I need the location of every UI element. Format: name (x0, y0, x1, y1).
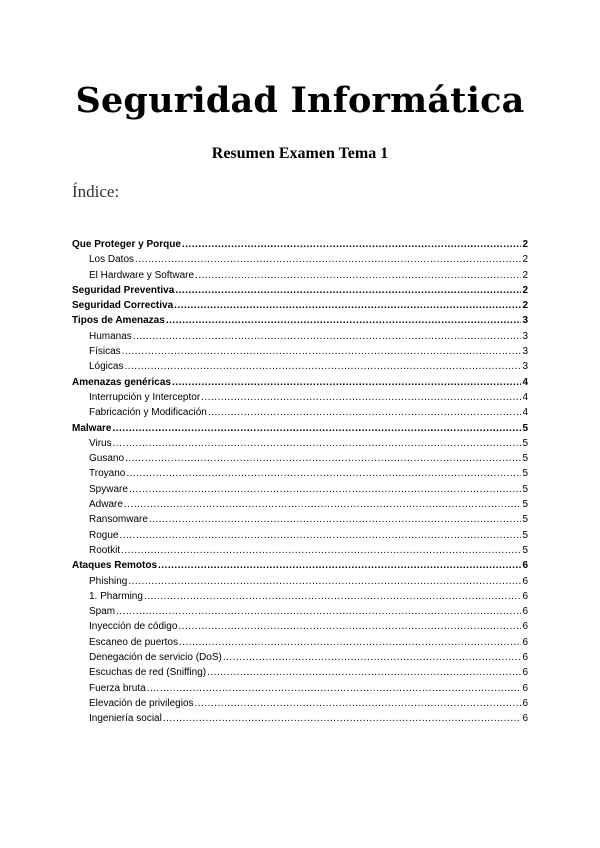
toc-dot-leader (175, 283, 521, 298)
toc-entry-label: Que Proteger y Porque (72, 239, 181, 250)
toc-entry-label: Malware (72, 422, 112, 434)
toc-entry-label: Rootkit (89, 544, 121, 556)
toc-dot-leader (163, 711, 522, 726)
toc-dot-leader (179, 635, 521, 650)
toc-entry-page: 5 (522, 422, 528, 434)
toc-dot-leader (182, 237, 522, 252)
toc-dot-leader (223, 650, 522, 665)
toc-entry-label: Los Datos (89, 254, 135, 266)
toc-dot-leader (129, 482, 522, 497)
toc-entry-label: Fabricación y Modificación (89, 407, 207, 419)
toc-dot-leader (195, 696, 522, 711)
toc-entry-page: 5 (522, 468, 528, 480)
toc-dot-leader (121, 543, 521, 558)
toc-entry-label: Escuchas de red (Sniffing) (89, 667, 207, 679)
toc-entry-page: 5 (522, 453, 528, 465)
toc-dot-leader (195, 268, 521, 283)
toc-entry-page: 6 (522, 590, 528, 602)
toc-entry-label: Spyware (89, 483, 128, 495)
toc-entry-page: 2 (522, 300, 528, 312)
toc-entry[interactable] (72, 390, 528, 405)
toc-entry-page: 6 (522, 667, 528, 679)
toc-dot-leader (119, 528, 521, 543)
toc-entry[interactable] (72, 298, 528, 313)
toc-entry[interactable] (72, 329, 528, 344)
toc-entry[interactable] (72, 252, 528, 267)
toc-entry[interactable] (72, 681, 528, 696)
toc-dot-leader (135, 252, 521, 267)
toc-entry-page: 2 (522, 239, 528, 250)
toc-entry[interactable] (72, 451, 528, 466)
toc-entry-label: Rogue (89, 529, 119, 541)
toc-entry-page: 6 (522, 636, 528, 648)
toc-entry[interactable] (72, 558, 528, 573)
toc-dot-leader (172, 375, 521, 390)
toc-dot-leader (149, 512, 522, 527)
toc-entry[interactable] (72, 604, 528, 619)
toc-entry-label: El Hardware y Software (89, 269, 195, 281)
toc-entry-page: 6 (522, 621, 528, 633)
toc-entry-page: 3 (522, 315, 528, 327)
toc-entry[interactable] (72, 283, 528, 298)
toc-dot-leader (133, 329, 522, 344)
toc-entry[interactable] (72, 375, 528, 390)
toc-entry-page: 6 (522, 713, 528, 725)
toc-entry-label: Ransomware (89, 514, 148, 526)
toc-entry-label: Phishing (89, 575, 128, 587)
toc-dot-leader (144, 589, 522, 604)
toc-entry-label: Ingeniería social (89, 713, 162, 725)
toc-entry[interactable] (72, 528, 528, 543)
toc-entry-label: Amenazas genéricas (72, 376, 171, 388)
toc-dot-leader (112, 421, 521, 436)
toc-entry-page: 6 (522, 682, 528, 694)
toc-dot-leader (158, 558, 521, 573)
toc-entry[interactable] (72, 313, 528, 328)
toc-entry-label: Elevación de privilegios (89, 697, 194, 709)
toc-entry[interactable] (72, 344, 528, 359)
toc-entry[interactable] (72, 237, 528, 252)
toc-entry[interactable] (72, 268, 528, 283)
toc-entry[interactable] (72, 696, 528, 711)
toc-entry-label: Seguridad Correctiva (72, 300, 174, 312)
table-of-contents (72, 237, 528, 727)
toc-entry-label: Fuerza bruta (89, 682, 146, 694)
toc-entry[interactable] (72, 436, 528, 451)
toc-entry[interactable] (72, 711, 528, 726)
toc-entry[interactable] (72, 543, 528, 558)
toc-entry-page: 4 (522, 391, 528, 403)
toc-entry-page: 3 (522, 330, 528, 342)
toc-entry-label: Troyano (89, 468, 126, 480)
toc-dot-leader (128, 574, 521, 589)
toc-entry-page: 6 (522, 560, 528, 572)
toc-dot-leader (124, 359, 521, 374)
toc-entry[interactable] (72, 619, 528, 634)
toc-entry-page: 2 (522, 284, 528, 296)
toc-entry-label: Gusano (89, 453, 125, 465)
toc-entry-label: Escaneo de puertos (89, 636, 178, 648)
toc-entry[interactable] (72, 497, 528, 512)
toc-entry-page: 5 (522, 499, 528, 511)
toc-entry-page: 3 (522, 361, 528, 373)
toc-entry-page: 4 (522, 407, 528, 419)
toc-entry-page: 2 (522, 254, 528, 266)
toc-entry[interactable] (72, 650, 528, 665)
toc-entry-label: Humanas (89, 330, 132, 342)
document-subtitle: Resumen Examen Tema 1 (211, 145, 389, 162)
toc-dot-leader (207, 665, 521, 680)
toc-entry-page: 5 (522, 529, 528, 541)
toc-entry[interactable] (72, 421, 528, 436)
toc-entry-label: Inyección de código (89, 621, 178, 633)
index-heading: Índice: (72, 182, 120, 201)
toc-dot-leader (125, 451, 521, 466)
toc-entry-page: 6 (522, 652, 528, 664)
toc-dot-leader (113, 436, 522, 451)
toc-dot-leader (126, 466, 521, 481)
toc-entry[interactable] (72, 405, 528, 420)
toc-entry[interactable] (72, 665, 528, 680)
toc-entry-page: 5 (522, 483, 528, 495)
toc-entry-page: 5 (522, 437, 528, 449)
toc-entry-page: 6 (522, 575, 528, 587)
toc-entry-label: Físicas (89, 346, 121, 358)
document-title: Seguridad Informática (75, 80, 525, 121)
toc-entry[interactable] (72, 574, 528, 589)
toc-entry-label: Lógicas (89, 361, 124, 373)
toc-entry[interactable] (72, 589, 528, 604)
toc-entry-label: Tipos de Amenazas (72, 315, 165, 327)
toc-dot-leader (124, 497, 522, 512)
toc-entry-label: 1. Pharming (89, 590, 143, 602)
toc-entry[interactable] (72, 359, 528, 374)
toc-dot-leader (201, 390, 521, 405)
toc-entry-page: 6 (522, 606, 528, 618)
toc-entry-page: 6 (522, 697, 528, 709)
toc-entry[interactable] (72, 512, 528, 527)
toc-entry-label: Denegación de servicio (DoS) (89, 652, 222, 664)
toc-entry-label: Spam (89, 606, 116, 618)
toc-dot-leader (122, 344, 522, 359)
toc-entry-page: 5 (522, 544, 528, 556)
toc-dot-leader (208, 405, 522, 420)
toc-entry[interactable] (72, 482, 528, 497)
toc-entry-page: 5 (522, 514, 528, 526)
toc-entry-label: Seguridad Preventiva (72, 284, 175, 296)
toc-dot-leader (166, 313, 522, 328)
toc-entry-page: 2 (522, 269, 528, 281)
toc-entry-page: 4 (522, 376, 528, 388)
toc-entry-label: Ataques Remotos (72, 560, 158, 572)
toc-entry-label: Interrupción y Interceptor (89, 391, 201, 403)
toc-dot-leader (174, 298, 521, 313)
toc-dot-leader (178, 619, 521, 634)
toc-entry-label: Virus (89, 437, 112, 449)
toc-entry-page: 3 (522, 346, 528, 358)
toc-dot-leader (147, 681, 522, 696)
toc-entry[interactable] (72, 635, 528, 650)
toc-entry-label: Adware (89, 499, 123, 511)
toc-dot-leader (116, 604, 521, 619)
toc-entry[interactable] (72, 466, 528, 481)
